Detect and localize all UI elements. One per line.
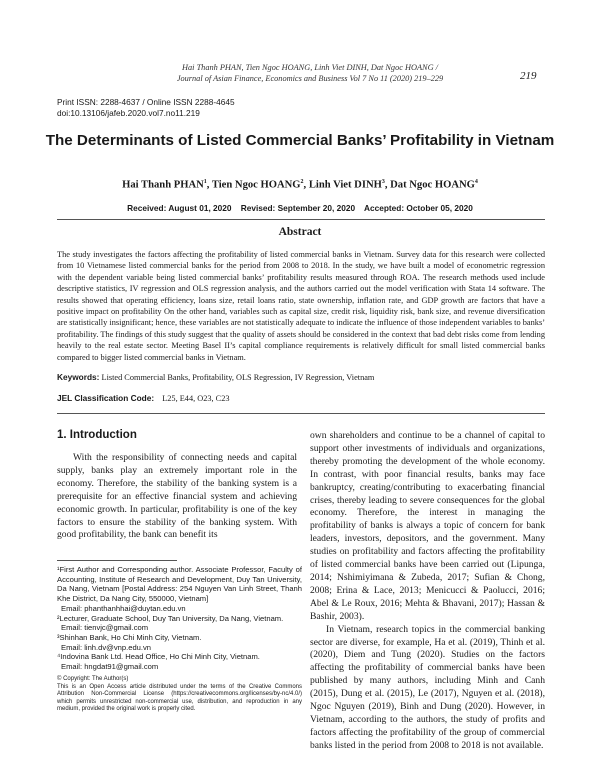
body-paragraph: In Vietnam, research topics in the commercial banking sector are diverse, for example, Ha et al. (2019), Thinh et al. (2020), Diem and Tung (2020). Studies on the factors affecting the profitability of commercial banks have been published by many authors, including Minh and Canh (2015), Dung et al. (2015), Le (2017), Nguyen et al. (2018), Ngoc Nguyen (2019), Binh and Dung (2020). However, in Vietnam, according to the authors, the study of profits and factors affecting the profitability of the group of commercial banks listed in the period from 2008 to 2018 is not available. <box>310 623 545 751</box>
author-list: Hai Thanh PHAN$^1$, Tien Ngoc HOANG$^2$, Linh Viet DINH$^3$, Dat Ngoc HOANG$^4$ <box>122 179 478 191</box>
footnote-email: Email: tienvjc@gmail.com <box>61 623 149 633</box>
license-text: This is an Open Access article distributed under the terms of the Creative Commons Attribution Non-Commercial License (https://creativecommons.org/licenses/by-nc/4.0/) which permits unrestricted non-commercial use, distribution, and reproduction in any medium, provided the original work is properly cited. <box>57 683 302 713</box>
divider <box>57 219 545 220</box>
footnote-divider <box>57 560 177 561</box>
abstract-text: The study investigates the factors affecting the profitability of listed commercial banks in Vietnam. Survey data for this research were collected from 10 Vietnamese listed commercial banks for the period from 2008 to 2018. In the study, we have built a model of econometric regression with the dependent variable being listed commercial banks’ profitability results measured through ROA. The research methods used include descriptive statistics, IV regression and OLS regression analysis, and the authors carried out the model verification with Stata 14 software. The results showed that operating efficiency, loans size, retail loans ratio, state ownership, inflation rate, and GDP growth are factors that have a positive impact on profitability On the other hand, variables such as capital size, credit risk, liquidity risk, bank size, and revenue diversification are statistically insignificant; hence, these variables are not statistically adequate to indicate the influence of those independent variables to banks’ profitability. The findings of this study suggest that the quality of assets should be considered in the context that bad debt risks come from lending heavily to the real estate sector. Meeting Basel II’s capital compliance requirements is relatively difficult for small listed commercial banks compared to bigger listed commercial banks in Vietnam. <box>57 250 545 362</box>
keywords-line <box>57 372 545 382</box>
body-paragraph: With the responsibility of connecting needs and capital supply, banks play an extremely important role in the economy. Therefore, the stability of the banking system is a prerequisite for an effective financial system and achieving economic growth. In particular, profitability is one of the key factors to ensure the stability of the banking system. With good profitability, the bank can benefit its <box>57 452 297 541</box>
jel-line <box>57 393 545 403</box>
doi-line: doi:10.13106/jafeb.2020.vol7.no11.219 <box>57 108 200 118</box>
submission-dates: Received: August 01, 2020 Revised: September 20, 2020 Accepted: October 05, 2020 <box>127 203 473 213</box>
author-affiliation-mark: 1 <box>203 179 207 185</box>
footnote-email: Email: linh.dv@vnp.edu.vn <box>61 642 152 652</box>
running-header-authors: Hai Thanh PHAN, Tien Ngoc HOANG, Linh Viet DINH, Dat Ngoc HOANG / <box>182 63 438 72</box>
footnote-email: Email: hngdat91@gmail.com <box>61 662 159 672</box>
copyright-line: © Copyright: The Author(s) <box>57 676 129 682</box>
running-header <box>120 62 500 84</box>
section-heading: 1. Introduction <box>57 429 137 441</box>
author-affiliation-mark: 4 <box>474 179 478 185</box>
author-affiliation-mark: 3 <box>381 179 385 185</box>
jel-codes: L25, E44, O23, C23 <box>162 394 230 403</box>
left-column <box>57 452 297 542</box>
issn-line: Print ISSN: 2288-4637 / Online ISSN 2288-4645 <box>57 97 235 107</box>
paper-title: The Determinants of Listed Commercial Banks’ Profitability in Vietnam <box>45 132 555 149</box>
footnote-email: Email: phanthanhhai@duytan.edu.vn <box>61 603 186 613</box>
keywords-label: Keywords: <box>57 372 100 382</box>
author-name: Hai Thanh PHAN <box>122 179 204 191</box>
author-name: Linh Viet DINH <box>308 179 382 191</box>
footnote: ¹First Author and Corresponding author. Associate Professor, Faculty of Accounting, Institute of Research and Development, Duy Tan University, Da Nang, Vietnam [Postal Address: 254 Nguyen Van Linh Street, Thanh Khe District, Da Nang City, 550000, Vietnam] <box>57 565 302 604</box>
footnote: ³Shinhan Bank, Ho Chi Minh City, Vietnam. <box>57 632 202 642</box>
author-name: Tien Ngoc HOANG <box>211 179 301 191</box>
footnote: ⁴Indovina Bank Ltd. Head Office, Ho Chi Minh City, Vietnam. <box>57 652 260 662</box>
abstract-heading: Abstract <box>278 226 322 238</box>
footnote: ²Lecturer, Graduate School, Duy Tan University, Da Nang, Vietnam. <box>57 613 284 623</box>
author-affiliation-mark: 2 <box>300 179 304 185</box>
divider <box>57 413 545 414</box>
jel-label: JEL Classification Code: <box>57 393 155 403</box>
author-name: Dat Ngoc HOANG <box>390 179 475 191</box>
keywords-text: Listed Commercial Banks, Profitability, OLS Regression, IV Regression, Vietnam <box>101 373 375 382</box>
running-header-journal: Journal of Asian Finance, Economics and Business Vol 7 No 11 (2020) 219–229 <box>176 74 444 83</box>
license-notice <box>57 676 302 714</box>
page-number: 219 <box>520 70 537 82</box>
right-column <box>310 430 545 753</box>
footnotes <box>57 565 302 672</box>
issn-block <box>57 97 235 119</box>
body-paragraph: own shareholders and continue to be a channel of capital to support other investments of individuals and organizations, thereby promoting the development of the whole economy. In contrast, with poor financial results, banks may face bankruptcy, creating/contributing to exacerbating financial crises, thereby leading to severe consequences for the global economy. Therefore, the interest in managing the profitability of banks is always a topic of concern for bank leaders, investors, depositors, and the government. Many studies on profitability and factors affecting the profitability of listed commercial banks have been carried out (Lipunga, 2014; Nshimiyimana & Zubeda, 2017; Sufian & Chong, 2008; Erina & Lace, 2013; Menicucci & Paolucci, 2016; Abel & Le Roux, 2016; Mehta & Bhavani, 2017); Hassan & Bashir, 2003). <box>310 430 545 622</box>
